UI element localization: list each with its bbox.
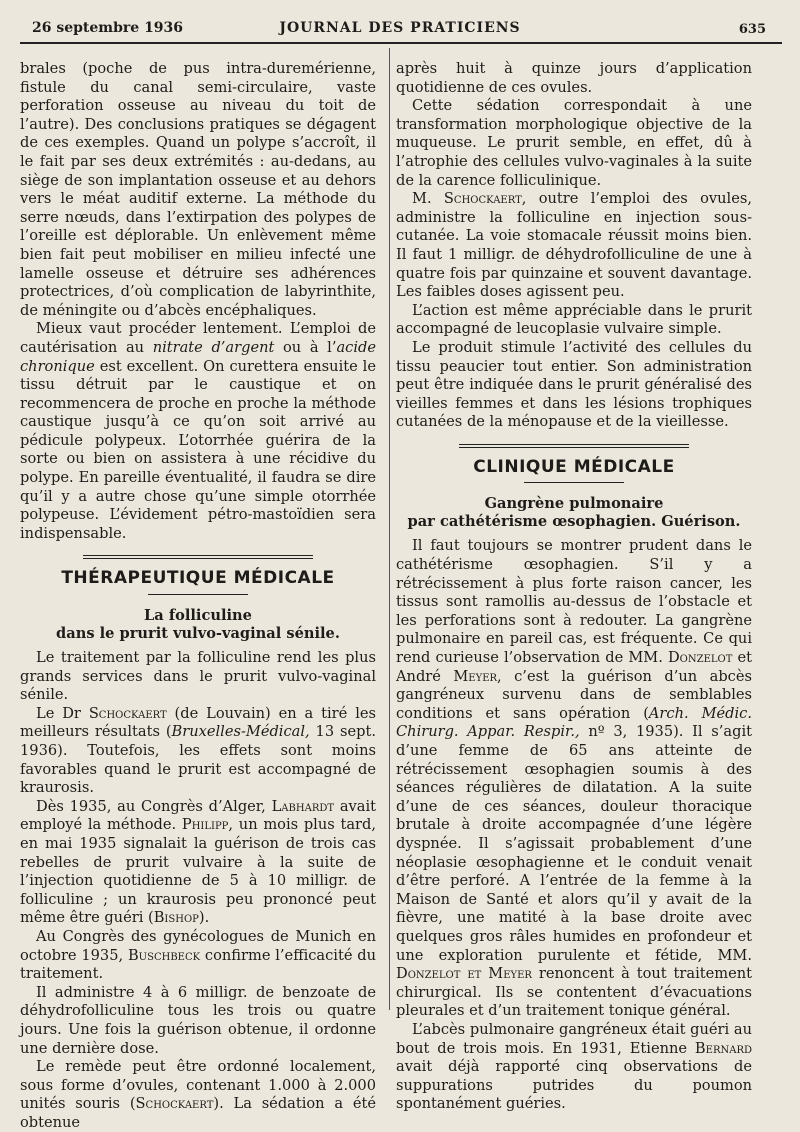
running-header [20, 16, 780, 40]
left-column [20, 60, 376, 1132]
paragraph: après huit à quinze jours d’application quotidienne de ces ovules. [396, 60, 752, 96]
paragraph: Cette sédation correspondait à une transformation morphologique objective de la muqueuse. Le prurit semble, en effet, dû à l’atrophie des cellules vulvo-vaginales à la suite de la carence folliculinique. [396, 97, 752, 189]
header-rule [20, 42, 782, 44]
paragraph: Le Dr Schockaert (de Louvain) en a tiré les meilleurs résultats (Bruxelles-Médical, 13 sept. 1936). Toutefois, les effets sont moins favorables quand le prurit est accompagné de kraurosis. [20, 704, 376, 797]
paragraph: Mieux vaut procéder lentement. L’emploi de cautérisation au nitrate d’argent ou à l’acide chronique est excellent. On curettera ensuite le tissu détruit par le caustique et on recommencera de proche en proche la méthode caustique jusqu’à ce qu’on soit arrivé au pédicule polypeux. L’otorrhée guérira de la sorte ou bien on assistera à une récidive du polype. En pareille éventualité, il faudra se dire qu’il y a autre chose qu’une simple otorrhée polypeuse. L’évidement pétro-mastoïdien sera indispensable. [20, 320, 376, 542]
paragraph: brales (poche de pus intra-duremérienne, fistule du canal semi-circulaire, vaste perforation osseuse au niveau du toit de l’autre). Des conclusions pratiques se dégagent de ces exemples. Quand un polype s’accroît, il le fait par ses deux extrémités : au-dedans, au siège de son implantation osseuse et au dehors vers le méat auditif externe. La méthode du serre nœuds, dans l’extirpation des polypes de l’oreille est déplorable. Un enlèvement même bien fait peut mobiliser en milieu infecté une lamelle osseuse et détruire ses adhérences protectrices, d’où complication de labyrinthite, de méningite ou d’abcès encéphaliques. [20, 60, 376, 319]
section-underline [148, 594, 248, 595]
paragraph: Le traitement par la folliculine rend les plus grands services dans le prurit vulvo-vaginal sénile. [20, 649, 376, 704]
journal-title: JOURNAL DES PRATICIENS [279, 20, 521, 36]
right-column [396, 60, 752, 1114]
paragraph: L’action est même appréciable dans le prurit accompagné de leucoplasie vulvaire simple. [396, 301, 752, 338]
article-title: Gangrène pulmonaire par cathétérisme œsophagien. Guérison. [407, 495, 741, 531]
page-number: 635 [738, 22, 766, 37]
article-title: La folliculine dans le prurit vulvo-vaginal sénile. [56, 607, 340, 643]
paragraph: Au Congrès des gynécologues de Munich en octobre 1935, Buschbeck confirme l’efficacité du traitement. [20, 927, 376, 983]
section-separator [83, 555, 313, 559]
paragraph: Il faut toujours se montrer prudent dans le cathétérisme œsophagien. S’il y a rétrécissement à plus forte raison cancer, les tissus sont ramollis au-dessus de l’obstacle et les perforations sont à redouter. La gangrène pulmonaire en pareil cas, est fréquente. Ce qui rend curieuse l’observation de MM. Donzelot et André Meyer, c’est la guérison d’un abcès gangréneux survenu dans de semblables conditions et sans opération (Arch. Médic. Chirurg. Appar. Respir., nº 3, 1935). Il s’agit d’une femme de 65 ans atteinte de rétrécissement œsophagien soumis à des séances régulières de dilatation. A la suite d’une de ces séances, douleur thoracique brutale à droite accompagnée d’une légère dyspnée. Il s’agissait probablement d’une néoplasie œsophagienne et le conduit venait d’être perforé. A l’entrée de la femme à la Maison de Santé et alors qu’il y avait de la fièvre, une matité à la base droite avec quelques gros râles humides en profondeur et une exploration purulente et fétide, MM. Donzelot et Meyer renoncent à tout traitement chirurgical. Ils se contentent d’évacuations pleurales et d’un traitement tonique général. [396, 537, 752, 1020]
column-divider [389, 48, 390, 1010]
section-title: CLINIQUE MÉDICALE [473, 456, 675, 477]
section-underline [524, 482, 624, 483]
paragraph: Le produit stimule l’activité des cellules du tissu peaucier tout entier. Son administration peut être indiquée dans le prurit généralisé des vieilles femmes et dans les lésions trophiques cutanées de la ménopause et de la vieillesse. [396, 338, 752, 431]
paragraph: Dès 1935, au Congrès d’Alger, Labhardt avait employé la méthode. Philipp, un mois plus tard, en mai 1935 signalait la guérison de trois cas rebelles de prurit vulvaire à la suite de l’injection quotidienne de 5 à 10 milligr. de folliculine ; un kraurosis peu prononcé peut même être guéri (Bishop). [20, 797, 376, 927]
paragraph: Il administre 4 à 6 milligr. de benzoate de déhydrofolliculine tous les trois ou quatre jours. Une fois la guérison obtenue, il ordonne une dernière dose. [20, 983, 376, 1057]
header-date: 26 septembre 1936 [32, 20, 184, 36]
section-separator [459, 444, 689, 448]
section-title: THÉRAPEUTIQUE MÉDICALE [61, 568, 335, 589]
paragraph: L’abcès pulmonaire gangréneux était guéri au bout de trois mois. En 1931, Etienne Bernard avait déjà rapporté cinq observations de suppurations putrides du poumon spontanément guéries. [396, 1020, 752, 1113]
paragraph: M. Schockaert, outre l’emploi des ovules, administre la folliculine en injection sous-cutanée. La voie stomacale réussit moins bien. Il faut 1 milligr. de déhydrofolliculine de une à quatre fois par quinzaine et souvent davantage. Les faibles doses agissent peu. [396, 190, 752, 301]
paragraph: Le remède peut être ordonné localement, sous forme d’ovules, contenant 1.000 à 2.000 unités souris (Schockaert). La sédation a été obtenue [20, 1058, 376, 1131]
